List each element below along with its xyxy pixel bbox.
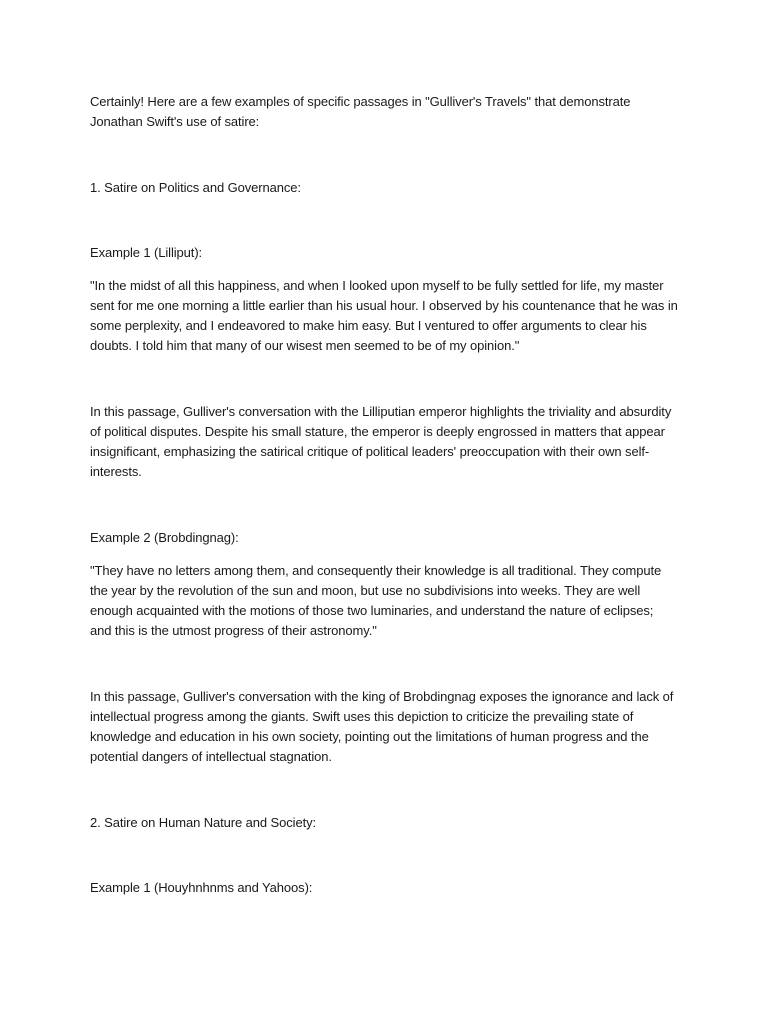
quote-line: "They have no letters among them, and consequently their knowledge is all traditional. They compute [90, 563, 662, 578]
quote-line: sent for me one morning a little earlier than his usual hour. I observed by his countenance that he was in [90, 298, 678, 313]
analysis-line: In this passage, Gulliver's conversation with the Lilliputian emperor highlights the triviality and absurdity [90, 404, 672, 419]
intro-line: Certainly! Here are a few examples of specific passages in "Gulliver's Travels" that demonstrate [90, 94, 631, 109]
analysis-line: interests. [90, 464, 142, 479]
quote-lilliput [90, 276, 685, 356]
quote-line: doubts. I told him that many of our wisest men seemed to be of my opinion." [90, 338, 520, 353]
analysis-line: intellectual progress among the giants. Swift uses this depiction to criticize the prevailing state of [90, 709, 634, 724]
example-heading-brobdingnag: Example 2 (Brobdingnag): [90, 530, 239, 545]
analysis-line: of political disputes. Despite his small stature, the emperor is deeply engrossed in matters that appear [90, 424, 665, 439]
analysis-lilliput [90, 402, 685, 482]
analysis-line: knowledge and education in his own society, pointing out the limitations of human progress and the [90, 729, 649, 744]
intro-line: Jonathan Swift's use of satire: [90, 114, 260, 129]
quote-line: and this is the utmost progress of their astronomy." [90, 623, 377, 638]
analysis-line: insignificant, emphasizing the satirical critique of political leaders' preoccupation with their own self- [90, 444, 650, 459]
section-heading-human-nature: 2. Satire on Human Nature and Society: [90, 815, 316, 830]
analysis-line: In this passage, Gulliver's conversation with the king of Brobdingnag exposes the ignorance and lack of [90, 689, 674, 704]
analysis-brobdingnag [90, 687, 685, 767]
intro-paragraph [90, 92, 685, 132]
quote-line: "In the midst of all this happiness, and when I looked upon myself to be fully settled for life, my master [90, 278, 664, 293]
quote-line: enough acquainted with the motions of those two luminaries, and understand the nature of eclipses; [90, 603, 654, 618]
quote-line: some perplexity, and I endeavored to make him easy. But I ventured to offer arguments to clear his [90, 318, 647, 333]
quote-line: the year by the revolution of the sun and moon, but use no subdivisions into weeks. They are well [90, 583, 641, 598]
quote-brobdingnag [90, 561, 685, 641]
analysis-line: potential dangers of intellectual stagnation. [90, 749, 332, 764]
example-heading-lilliput: Example 1 (Lilliput): [90, 245, 203, 260]
example-heading-houyhnhnms: Example 1 (Houyhnhnms and Yahoos): [90, 880, 313, 895]
section-heading-politics: 1. Satire on Politics and Governance: [90, 180, 301, 195]
